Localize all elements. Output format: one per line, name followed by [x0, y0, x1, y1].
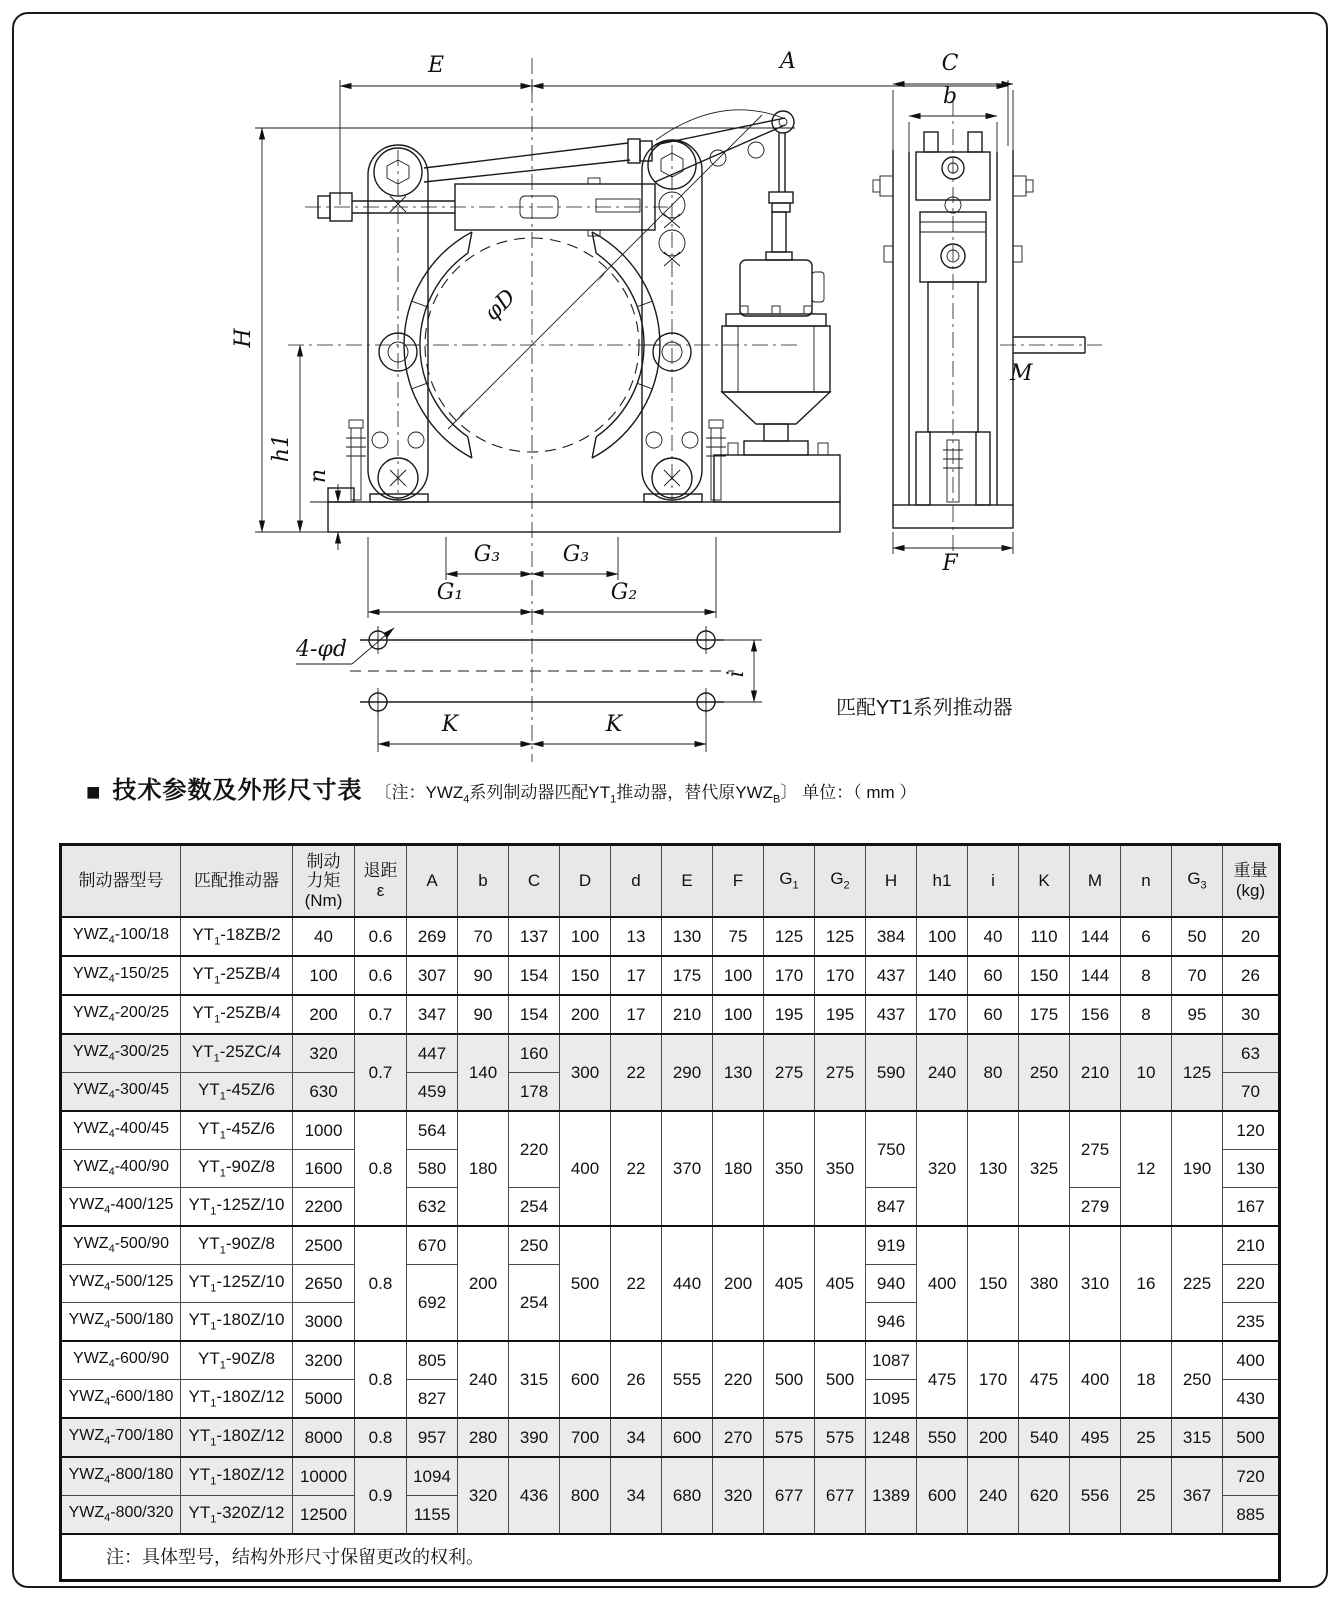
cell-value: 170: [764, 956, 815, 995]
cell-model: $YWZ_4-500/90$: [61, 1226, 181, 1265]
cell-value: 0.9: [355, 1457, 407, 1534]
column-header: 重量 (kg): [1223, 845, 1280, 918]
cell-value: 10: [1121, 1034, 1172, 1111]
cell-value: 500: [815, 1341, 866, 1418]
cell-model: $YWZ_4-800/180$: [61, 1457, 181, 1496]
cell-value: 60: [968, 956, 1019, 995]
table-row: [61, 956, 1280, 995]
cell-value: 200: [713, 1226, 764, 1341]
cell-value: 692: [407, 1265, 458, 1342]
cell-model: $YWZ_4-800/320$: [61, 1496, 181, 1535]
cell-value: 475: [917, 1341, 968, 1418]
cell-value: 26: [1223, 956, 1280, 995]
cell-value: 195: [764, 995, 815, 1034]
cell-value: 0.6: [355, 956, 407, 995]
cell-value: 200: [293, 995, 355, 1034]
cell-value: 20: [1223, 917, 1280, 956]
cell-model: $YWZ_4-200/25$: [61, 995, 181, 1034]
cell-value: 275: [815, 1034, 866, 1111]
cell-value: 200: [968, 1418, 1019, 1457]
cell-value: 400: [1223, 1341, 1280, 1380]
cell-value: 16: [1121, 1226, 1172, 1341]
column-header: H: [866, 845, 917, 918]
cell-value: 178: [509, 1073, 560, 1112]
cell-value: 1600: [293, 1150, 355, 1188]
cell-value: 13: [611, 917, 662, 956]
cell-value: 500: [560, 1226, 611, 1341]
cell-model: $YWZ_4-300/25$: [61, 1034, 181, 1073]
column-header: 匹配推动器: [181, 845, 293, 918]
cell-value: 220: [1223, 1265, 1280, 1303]
column-header: 制动 力矩 (Nm): [293, 845, 355, 918]
bottom-view: [295, 626, 1013, 752]
cell-value: 5000: [293, 1380, 355, 1419]
cell-value: 150: [1019, 956, 1070, 995]
cell-value: 440: [662, 1226, 713, 1341]
cell-value: 555: [662, 1341, 713, 1418]
thruster-caption: 匹配YT1系列推动器: [836, 697, 1013, 719]
top-lever: [424, 110, 794, 212]
cell-value: 100: [713, 995, 764, 1034]
cell-value: 34: [611, 1418, 662, 1457]
cell-value: 280: [458, 1418, 509, 1457]
cell-value: 60: [968, 995, 1019, 1034]
column-header: M: [1070, 845, 1121, 918]
cell-value: 2500: [293, 1226, 355, 1265]
dim-label-A: A: [780, 49, 796, 74]
column-header: C: [509, 845, 560, 918]
table-row: [61, 1341, 1280, 1380]
cell-value: $YT_1-45Z/6$: [181, 1073, 293, 1112]
cell-value: 290: [662, 1034, 713, 1111]
base-plate: [328, 443, 840, 532]
cell-value: 175: [1019, 995, 1070, 1034]
cell-value: 0.8: [355, 1418, 407, 1457]
dim-label-n: n: [306, 468, 331, 484]
cell-value: 30: [1223, 995, 1280, 1034]
cell-model: $YWZ_4-500/180$: [61, 1303, 181, 1342]
table-row: [61, 1418, 1280, 1457]
cell-value: 0.8: [355, 1111, 407, 1226]
cell-value: $YT_1-90Z/8$: [181, 1341, 293, 1380]
cell-value: 10000: [293, 1457, 355, 1496]
cell-value: 590: [866, 1034, 917, 1111]
page-title: 技术参数及外形尺寸表: [112, 777, 363, 804]
cell-value: $YT_1-180Z/10$: [181, 1303, 293, 1342]
cell-value: 100: [917, 917, 968, 956]
cell-model: $YWZ_4-700/180$: [61, 1418, 181, 1457]
cell-value: 677: [815, 1457, 866, 1534]
cell-value: 80: [968, 1034, 1019, 1111]
cell-value: 240: [917, 1034, 968, 1111]
cell-value: 315: [509, 1341, 560, 1418]
cell-value: 100: [560, 917, 611, 956]
dim-label-h1: h1: [269, 433, 294, 463]
cell-value: $YT_1-180Z/12$: [181, 1380, 293, 1419]
cell-value: 436: [509, 1457, 560, 1534]
cell-value: 220: [509, 1111, 560, 1188]
cell-value: 235: [1223, 1303, 1280, 1342]
cell-value: 40: [293, 917, 355, 956]
cell-value: 240: [968, 1457, 1019, 1534]
column-header: A: [407, 845, 458, 918]
cell-value: 170: [917, 995, 968, 1034]
spec-table-body: [61, 917, 1280, 1534]
cell-value: 144: [1070, 956, 1121, 995]
cell-value: 120: [1223, 1111, 1280, 1150]
cell-value: 370: [662, 1111, 713, 1226]
cell-value: 700: [560, 1418, 611, 1457]
technical-drawing: [0, 0, 1340, 762]
cell-value: 254: [509, 1265, 560, 1342]
column-header: $G_2$: [815, 845, 866, 918]
header-row: [61, 845, 1280, 918]
cell-value: 144: [1070, 917, 1121, 956]
cell-value: 620: [1019, 1457, 1070, 1534]
cell-value: 3000: [293, 1303, 355, 1342]
cell-value: 26: [611, 1341, 662, 1418]
cell-value: 940: [866, 1265, 917, 1303]
table-row: [61, 995, 1280, 1034]
cell-value: 632: [407, 1188, 458, 1227]
cell-value: 210: [1070, 1034, 1121, 1111]
spec-table-wrap: [59, 843, 1281, 1582]
cell-value: 475: [1019, 1341, 1070, 1418]
title-note: 〔注：$YWZ_4$系列制动器匹配$YT_1$推动器，替代原$YWZ_B$〕 单位：（ mm ）: [374, 783, 917, 806]
cell-value: 600: [917, 1457, 968, 1534]
table-row: [61, 1226, 1280, 1265]
cell-value: 25: [1121, 1457, 1172, 1534]
cell-value: $YT_1-90Z/8$: [181, 1226, 293, 1265]
cell-value: 50: [1172, 917, 1223, 956]
cell-value: 130: [713, 1034, 764, 1111]
cell-value: 125: [1172, 1034, 1223, 1111]
cell-value: 100: [293, 956, 355, 995]
cell-model: $YWZ_4-400/45$: [61, 1111, 181, 1150]
cell-value: 225: [1172, 1226, 1223, 1341]
cell-value: 1087: [866, 1341, 917, 1380]
cell-value: 250: [1019, 1034, 1070, 1111]
cell-value: 154: [509, 995, 560, 1034]
cell-value: 250: [509, 1226, 560, 1265]
cell-value: 459: [407, 1073, 458, 1112]
dim-label-H: H: [231, 328, 256, 348]
cell-value: 315: [1172, 1418, 1223, 1457]
dim-label-G2: G₂: [610, 580, 638, 605]
cell-value: 8: [1121, 995, 1172, 1034]
cell-value: 800: [560, 1457, 611, 1534]
cell-value: 170: [968, 1341, 1019, 1418]
cell-value: 275: [1070, 1111, 1121, 1188]
release-bolts: [346, 420, 726, 500]
cell-value: 180: [458, 1111, 509, 1226]
cell-value: 1095: [866, 1380, 917, 1419]
cell-value: 190: [1172, 1111, 1223, 1226]
cell-value: 140: [917, 956, 968, 995]
cell-value: 270: [713, 1418, 764, 1457]
cell-value: 8: [1121, 956, 1172, 995]
cell-value: 125: [815, 917, 866, 956]
cell-value: 130: [662, 917, 713, 956]
cell-value: 150: [560, 956, 611, 995]
cell-value: 847: [866, 1188, 917, 1227]
cell-value: 680: [662, 1457, 713, 1534]
cell-value: 90: [458, 956, 509, 995]
cell-value: 320: [713, 1457, 764, 1534]
cell-value: 957: [407, 1418, 458, 1457]
cell-value: 350: [764, 1111, 815, 1226]
cell-value: 154: [509, 956, 560, 995]
cell-value: 320: [293, 1034, 355, 1073]
cell-value: 100: [713, 956, 764, 995]
cell-value: 580: [407, 1150, 458, 1188]
cell-value: $YT_1-25ZB/4$: [181, 995, 293, 1034]
thruster: [722, 212, 830, 455]
cell-value: 400: [1070, 1341, 1121, 1418]
cell-value: 22: [611, 1034, 662, 1111]
cell-model: $YWZ_4-600/180$: [61, 1380, 181, 1419]
cell-value: 156: [1070, 995, 1121, 1034]
dim-label-phiD: φD: [479, 284, 521, 326]
cell-value: 254: [509, 1188, 560, 1227]
cell-value: 564: [407, 1111, 458, 1150]
column-header: 制动器型号: [61, 845, 181, 918]
cell-value: 300: [560, 1034, 611, 1111]
column-header: $G_3$: [1172, 845, 1223, 918]
cell-value: 1155: [407, 1496, 458, 1535]
cell-value: 200: [560, 995, 611, 1034]
cell-value: 630: [293, 1073, 355, 1112]
cell-value: $YT_1-90Z/8$: [181, 1150, 293, 1188]
cell-value: 175: [662, 956, 713, 995]
cell-value: 170: [815, 956, 866, 995]
cell-value: 180: [713, 1111, 764, 1226]
cell-value: 63: [1223, 1034, 1280, 1073]
cell-value: 3200: [293, 1341, 355, 1380]
cell-value: 6: [1121, 917, 1172, 956]
cell-value: 0.8: [355, 1341, 407, 1418]
cell-model: $YWZ_4-300/45$: [61, 1073, 181, 1112]
cell-value: 220: [713, 1341, 764, 1418]
cell-model: $YWZ_4-600/90$: [61, 1341, 181, 1380]
cell-value: 8000: [293, 1418, 355, 1457]
cell-value: 110: [1019, 917, 1070, 956]
dim-label-C: C: [941, 51, 959, 76]
cell-value: 447: [407, 1034, 458, 1073]
cell-value: 125: [764, 917, 815, 956]
cell-value: 75: [713, 917, 764, 956]
cell-value: 210: [662, 995, 713, 1034]
cell-value: 2650: [293, 1265, 355, 1303]
front-view: [231, 49, 1008, 762]
cell-value: 405: [815, 1226, 866, 1341]
column-header: K: [1019, 845, 1070, 918]
cell-value: 70: [458, 917, 509, 956]
cell-value: 40: [968, 917, 1019, 956]
cell-value: 556: [1070, 1457, 1121, 1534]
cell-value: 750: [866, 1111, 917, 1188]
column-header: b: [458, 845, 509, 918]
cell-value: 25: [1121, 1418, 1172, 1457]
column-header: h1: [917, 845, 968, 918]
table-row: [61, 1457, 1280, 1496]
cell-value: 307: [407, 956, 458, 995]
cell-value: 2200: [293, 1188, 355, 1227]
cell-value: 0.7: [355, 995, 407, 1034]
cell-value: 200: [458, 1226, 509, 1341]
cell-value: $YT_1-18ZB/2$: [181, 917, 293, 956]
cell-value: 34: [611, 1457, 662, 1534]
cell-value: $YT_1-320Z/12$: [181, 1496, 293, 1535]
table-row: [61, 917, 1280, 956]
column-header: d: [611, 845, 662, 918]
cell-value: $YT_1-25ZB/4$: [181, 956, 293, 995]
cell-value: 575: [764, 1418, 815, 1457]
cell-model: $YWZ_4-100/18$: [61, 917, 181, 956]
dim-label-F: F: [942, 551, 958, 576]
cell-value: 405: [764, 1226, 815, 1341]
cell-value: $YT_1-125Z/10$: [181, 1265, 293, 1303]
cell-value: $YT_1-180Z/12$: [181, 1418, 293, 1457]
cell-value: 500: [764, 1341, 815, 1418]
cell-value: 1389: [866, 1457, 917, 1534]
cell-value: 167: [1223, 1188, 1280, 1227]
cell-value: 210: [1223, 1226, 1280, 1265]
cell-value: 919: [866, 1226, 917, 1265]
cell-value: 437: [866, 995, 917, 1034]
dim-label-E: E: [427, 53, 445, 78]
column-header: F: [713, 845, 764, 918]
cell-value: 130: [1223, 1150, 1280, 1188]
cell-value: 95: [1172, 995, 1223, 1034]
cell-value: 677: [764, 1457, 815, 1534]
cell-value: 0.8: [355, 1226, 407, 1341]
cell-value: 0.6: [355, 917, 407, 956]
column-header: $G_1$: [764, 845, 815, 918]
footer-note: 注：具体型号，结构外形尺寸保留更改的权利。: [61, 1534, 1280, 1581]
cell-value: 130: [968, 1111, 1019, 1226]
spec-table: [59, 843, 1281, 1582]
cell-value: 540: [1019, 1418, 1070, 1457]
column-header: n: [1121, 845, 1172, 918]
cell-value: 500: [1223, 1418, 1280, 1457]
column-header: E: [662, 845, 713, 918]
cell-value: 12500: [293, 1496, 355, 1535]
cell-value: 805: [407, 1341, 458, 1380]
dim-label-K: K: [441, 712, 459, 737]
dim-label-b: b: [942, 84, 958, 109]
dim-label-G1: G₁: [436, 580, 464, 605]
cell-value: $YT_1-180Z/12$: [181, 1457, 293, 1496]
cell-model: $YWZ_4-150/25$: [61, 956, 181, 995]
cell-value: 430: [1223, 1380, 1280, 1419]
dim-label-i: i: [724, 670, 749, 678]
cell-value: $YT_1-25ZC/4$: [181, 1034, 293, 1073]
section-title-bar: [86, 770, 1296, 805]
cell-value: 17: [611, 956, 662, 995]
cell-value: 390: [509, 1418, 560, 1457]
cell-value: 160: [509, 1034, 560, 1073]
cell-value: 367: [1172, 1457, 1223, 1534]
dim-label-G3: G₃: [473, 542, 501, 567]
dim-label-holes: 4-φd: [296, 637, 347, 662]
cell-value: 575: [815, 1418, 866, 1457]
cell-value: 279: [1070, 1188, 1121, 1227]
cell-value: 137: [509, 917, 560, 956]
cell-model: $YWZ_4-400/90$: [61, 1150, 181, 1188]
cell-value: 347: [407, 995, 458, 1034]
column-header: D: [560, 845, 611, 918]
cell-value: 1000: [293, 1111, 355, 1150]
cell-value: 320: [458, 1457, 509, 1534]
cell-value: 600: [662, 1418, 713, 1457]
cell-value: 0.7: [355, 1034, 407, 1111]
cell-value: 946: [866, 1303, 917, 1342]
dim-label-G3: G₃: [562, 542, 590, 567]
cell-value: 600: [560, 1341, 611, 1418]
cell-value: 195: [815, 995, 866, 1034]
column-header: i: [968, 845, 1019, 918]
column-header: 退距 ε: [355, 845, 407, 918]
cell-value: 384: [866, 917, 917, 956]
cell-value: 70: [1223, 1073, 1280, 1112]
cell-value: 22: [611, 1111, 662, 1226]
dim-label-K: K: [605, 712, 623, 737]
cell-value: 670: [407, 1226, 458, 1265]
cell-value: 550: [917, 1418, 968, 1457]
cell-value: 885: [1223, 1496, 1280, 1535]
cell-value: 275: [764, 1034, 815, 1111]
cell-value: 1248: [866, 1418, 917, 1457]
cell-value: 18: [1121, 1341, 1172, 1418]
cell-value: 380: [1019, 1226, 1070, 1341]
cell-value: 12: [1121, 1111, 1172, 1226]
title-bullet: ■: [86, 779, 101, 806]
cell-value: 240: [458, 1341, 509, 1418]
cell-value: 140: [458, 1034, 509, 1111]
cell-value: 400: [917, 1226, 968, 1341]
cell-value: 400: [560, 1111, 611, 1226]
cell-value: 150: [968, 1226, 1019, 1341]
side-view: [873, 51, 1102, 576]
cell-value: 350: [815, 1111, 866, 1226]
cell-value: 17: [611, 995, 662, 1034]
cell-value: 90: [458, 995, 509, 1034]
cell-value: 495: [1070, 1418, 1121, 1457]
cell-model: $YWZ_4-500/125$: [61, 1265, 181, 1303]
cell-value: 325: [1019, 1111, 1070, 1226]
cell-value: 310: [1070, 1226, 1121, 1341]
footer-note-row: [61, 1534, 1280, 1581]
cell-model: $YWZ_4-400/125$: [61, 1188, 181, 1227]
cell-value: 70: [1172, 956, 1223, 995]
cell-value: $YT_1-125Z/10$: [181, 1188, 293, 1227]
cell-value: 437: [866, 956, 917, 995]
cell-value: 1094: [407, 1457, 458, 1496]
table-row: [61, 1034, 1280, 1073]
cell-value: 22: [611, 1226, 662, 1341]
cell-value: 250: [1172, 1341, 1223, 1418]
cell-value: 720: [1223, 1457, 1280, 1496]
cell-value: 827: [407, 1380, 458, 1419]
dim-label-M: M: [1010, 361, 1033, 386]
table-row: [61, 1111, 1280, 1150]
cell-value: $YT_1-45Z/6$: [181, 1111, 293, 1150]
cell-value: 320: [917, 1111, 968, 1226]
cell-value: 269: [407, 917, 458, 956]
